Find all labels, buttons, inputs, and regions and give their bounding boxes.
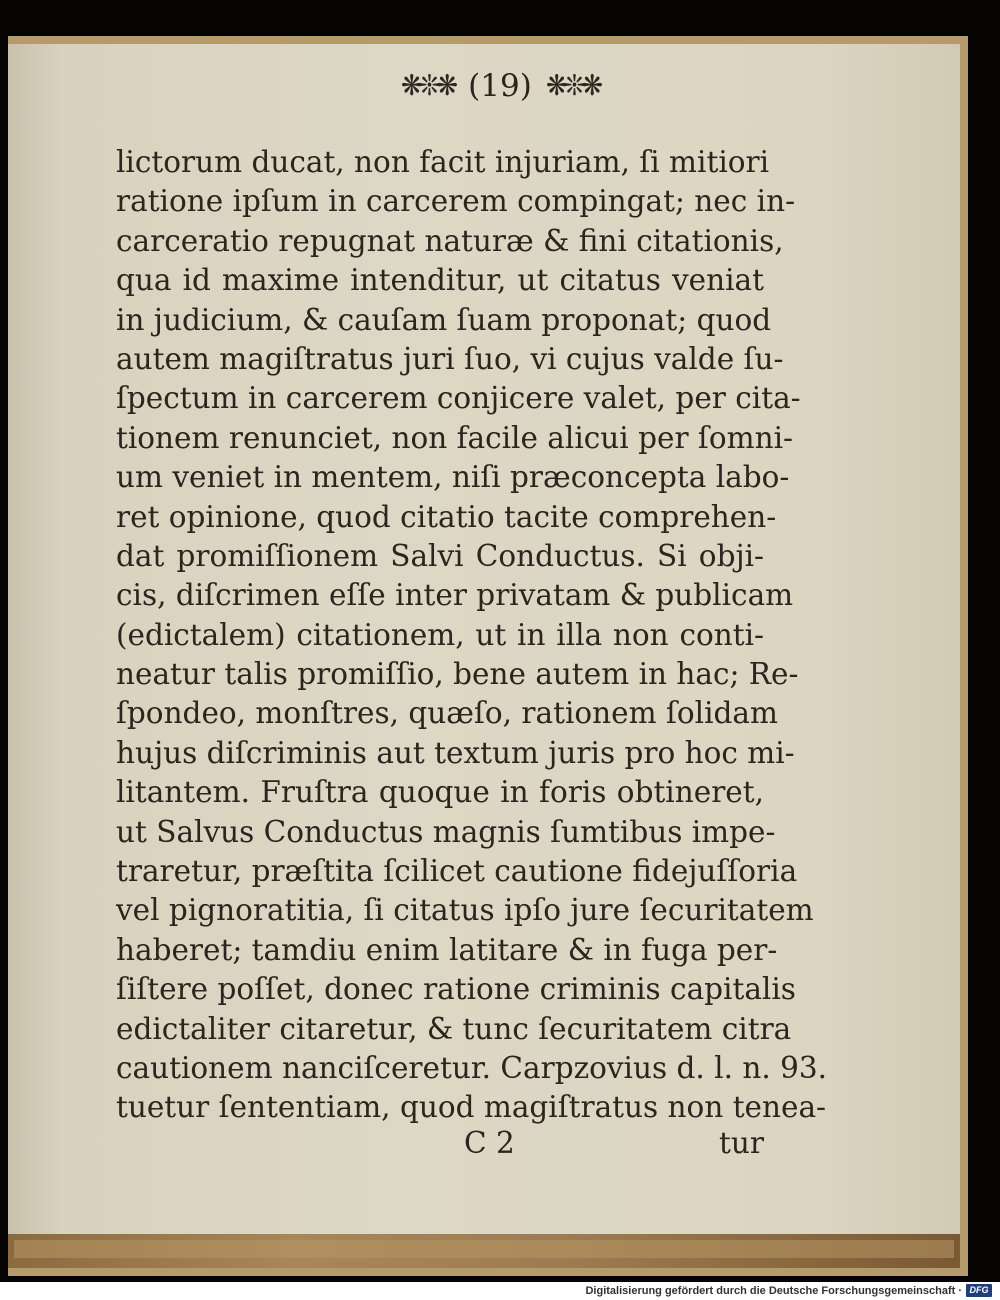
catchword: tur bbox=[719, 1126, 764, 1160]
credit-bar bbox=[0, 1282, 1000, 1300]
text-line: lictorum ducat, non facit injuriam, ſi mitiori bbox=[116, 145, 770, 179]
text-line: (edictalem) citationem, ut in illa non conti- bbox=[116, 617, 764, 652]
text-line: tuetur ſententiam, quod magiſtratus non tenea- bbox=[116, 1090, 827, 1125]
text-line: um veniet in mentem, niſi præconcepta labo- bbox=[116, 460, 790, 495]
text-line: ret opinione, quod citatio tacite comprehen- bbox=[116, 499, 777, 534]
body-text bbox=[116, 143, 827, 1128]
text-line: ratione ipſum in carcerem compingat; nec in- bbox=[116, 184, 796, 219]
ornament-left-icon: ❋❊❋ bbox=[400, 69, 455, 103]
text-line: ut Salvus Conductus magnis ſumtibus impe- bbox=[116, 814, 776, 849]
page-number: (19) bbox=[468, 68, 532, 104]
text-line: neatur talis promiſſio, bene autem in hac; Re- bbox=[116, 657, 799, 692]
text-line: tionem renunciet, non facile alicui per ſomni- bbox=[116, 420, 793, 455]
text-line: cautionem nanciſceretur. Carpzovius d. l. n. 93. bbox=[116, 1050, 827, 1085]
text-line: haberet; tamdiu enim latitare & in fuga per- bbox=[116, 932, 778, 967]
text-line: hujus diſcriminis aut textum juris pro hoc mi- bbox=[116, 735, 795, 770]
text-line: vel pignoratitia, ſi citatus ipſo jure ſecuritatem bbox=[116, 893, 814, 928]
text-line: litantem. Fruſtra quoque in foris obtineret, bbox=[116, 775, 764, 810]
ornament-right-icon: ❋❊❋ bbox=[545, 69, 600, 103]
text-line: edictaliter citaretur, & tunc ſecuritatem citra bbox=[116, 1011, 792, 1046]
page-footer bbox=[116, 1126, 764, 1166]
text-line: ſpondeo, monſtres, quæſo, rationem ſolidam bbox=[116, 696, 778, 731]
page-bottom-shadow bbox=[14, 1240, 954, 1258]
text-line: ſiſtere poſſet, donec ratione criminis capitalis bbox=[116, 972, 796, 1007]
text-line: cis, diſcrimen eſſe inter privatam & publicam bbox=[116, 578, 794, 613]
text-line: in judicium, & cauſam ſuam proponat; quod bbox=[116, 302, 772, 337]
text-line: ſpectum in carcerem conjicere valet, per cita- bbox=[116, 381, 801, 416]
signature-mark: C 2 bbox=[464, 1126, 515, 1160]
text-line: autem magiſtratus juri ſuo, vi cujus valde ſu- bbox=[116, 341, 784, 376]
dfg-logo-icon: DFG bbox=[966, 1284, 992, 1297]
text-line: qua id maxime intenditur, ut citatus veniat bbox=[116, 263, 764, 298]
credit-text: Digitalisierung gefördert durch die Deutsche Forschungsgemeinschaft · bbox=[585, 1285, 962, 1297]
text-line: carceratio repugnat naturæ & fini citationis, bbox=[116, 223, 784, 258]
page-header bbox=[0, 56, 1000, 116]
text-line: dat promiſſionem Salvi Conductus. Si obji- bbox=[116, 538, 764, 573]
text-line: traretur, præſtita ſcilicet cautione fidejuſſoria bbox=[116, 854, 798, 889]
